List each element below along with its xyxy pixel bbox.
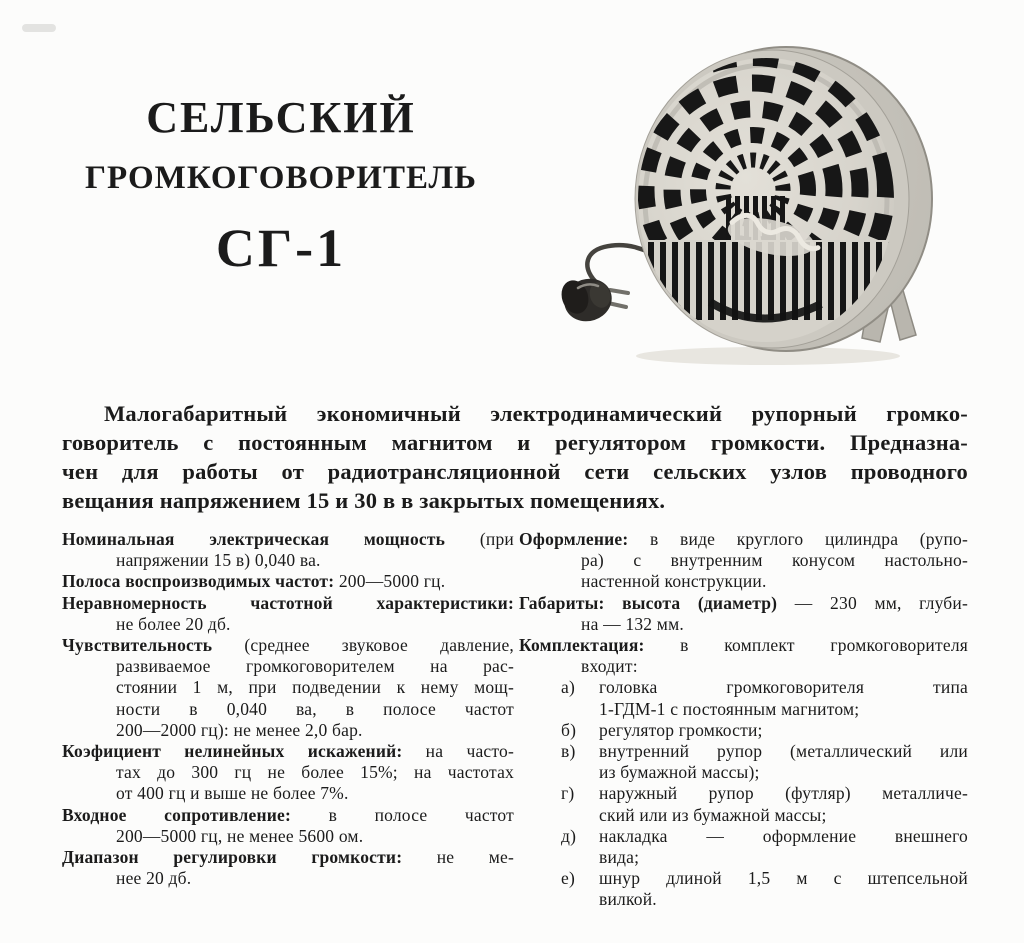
kit-item: [561, 868, 968, 910]
spec-term: Чувствительность: [62, 635, 213, 656]
kit-line: а) головка громкоговорителя типа: [561, 677, 968, 698]
intro-line: Малогабаритный экономичный электродинамический рупорный громко-: [104, 401, 968, 426]
kit-item-marker: е): [561, 868, 575, 889]
kit-line: б) регулятор громкости;: [561, 719, 763, 740]
spec-term: Полоса воспроизводимых частот:: [62, 571, 335, 592]
intro-line: говоритель с постоянным магнитом и регулятором громкости. Предназна-: [62, 430, 968, 455]
kit-line: вилкой.: [599, 889, 657, 910]
kit-line: из бумажной массы);: [599, 762, 760, 783]
kit-line: вида;: [599, 847, 640, 868]
kit-item-marker: а): [561, 677, 575, 698]
spec-line: стоянии 1 м, при подведении к нему мощ-: [116, 677, 514, 698]
specs-column-left: [62, 529, 514, 889]
spec-entry: [62, 805, 514, 847]
spec-line: развиваемое громкоговорителем на рас-: [116, 656, 514, 677]
kit-item-marker: в): [561, 741, 576, 762]
spec-line: настенной конструкции.: [581, 571, 767, 592]
kit-line: 1-ГДМ-1 с постоянным магнитом;: [599, 698, 860, 719]
spec-line: 200—2000 гц): не менее 2,0 бар.: [116, 719, 363, 740]
spec-line: напряжении 15 в) 0,040 ва.: [116, 550, 321, 571]
spec-line-first: Оформление: в виде круглого цилиндра (рупо-: [519, 529, 968, 549]
spec-line-first: Входное сопротивление: в полосе частот: [62, 804, 514, 825]
loudspeaker-photo: [528, 4, 998, 376]
spec-line: нее 20 дб.: [116, 868, 192, 889]
spec-entry: [62, 847, 514, 889]
spec-entry: [62, 529, 514, 571]
spec-entry: [519, 529, 968, 593]
product-title-line2: ГРОМКОГОВОРИТЕЛЬ: [85, 160, 477, 196]
spec-line-first: Диапазон регулировки громкости: не ме-: [62, 847, 514, 868]
spec-entry: [62, 571, 514, 592]
spec-term: Входное сопротивление:: [62, 804, 292, 825]
spec-term: Комплектация:: [519, 635, 645, 656]
spec-term: Габариты: высота (диаметр): [519, 592, 778, 613]
product-model: СГ-1: [215, 218, 347, 278]
spec-entry: [519, 635, 968, 911]
kit-item-marker: д): [561, 825, 577, 846]
spec-term: Номинальная электрическая мощность: [62, 529, 446, 549]
spec-line-first: Габариты: высота (диаметр) — 230 мм, глуби-: [519, 592, 968, 613]
spec-line-first: Комплектация: в комплект громкоговорителя: [519, 635, 968, 656]
spec-line: на — 132 мм.: [581, 613, 684, 634]
kit-item: [561, 677, 968, 719]
kit-line: в) внутренний рупор (металлический или: [561, 741, 968, 762]
kit-item-marker: г): [561, 783, 575, 804]
spec-line-first: Коэфициент нелинейных искажений: на часто-: [62, 741, 514, 762]
spec-line: ности в 0,040 ва, в полосе частот: [116, 698, 514, 719]
kit-item: [561, 720, 968, 741]
spec-term: Диапазон регулировки громкости:: [62, 847, 403, 868]
spec-line: входит:: [581, 656, 638, 677]
product-title-line1: СЕЛЬСКИЙ: [146, 93, 416, 142]
spec-line: от 400 гц и выше не более 7%.: [116, 783, 349, 804]
kit-line: г) наружный рупор (футляр) металличе-: [561, 783, 968, 804]
kit-item-marker: б): [561, 719, 577, 740]
spec-line-first: Номинальная электрическая мощность (при: [62, 529, 514, 549]
spec-term: Неравномерность частотной характеристики:: [62, 592, 514, 613]
spec-line-first: [62, 593, 514, 614]
spec-term: Оформление:: [519, 529, 629, 549]
spec-line: 200—5000 гц, не менее 5600 ом.: [116, 825, 364, 846]
kit-line: е) шнур длиной 1,5 м с штепсельной: [561, 868, 968, 889]
spec-term: Коэфициент нелинейных искажений:: [62, 741, 403, 762]
kit-line: д) накладка — оформление внешнего: [561, 825, 968, 846]
spec-entry: [62, 593, 514, 635]
spec-entry: [62, 635, 514, 741]
kit-line: ский или из бумажной массы;: [599, 804, 827, 825]
spec-entry: [62, 741, 514, 805]
spec-entry: [519, 593, 968, 635]
spec-line: тах до 300 гц не более 15%; на частотах: [116, 762, 514, 783]
kit-list: [561, 677, 968, 910]
scan-smudge: [22, 24, 56, 32]
kit-item: [561, 741, 968, 783]
intro-paragraph: [62, 399, 968, 515]
spec-line-first: Полоса воспроизводимых частот: 200—5000 гц.: [62, 571, 446, 592]
loudspeaker-illustration: [528, 4, 998, 376]
power-plug: [557, 273, 628, 328]
intro-line: чен для работы от радиотрансляционной сети сельских узлов проводного: [62, 459, 968, 484]
spec-line: не более 20 дб.: [116, 613, 231, 634]
kit-item: [561, 783, 968, 825]
specs-column-right: [519, 529, 968, 911]
spec-line-first: Чувствительность (среднее звуковое давление,: [62, 635, 514, 656]
product-title-block: [75, 93, 487, 278]
spec-line: ра) с внутренним конусом настольно-: [581, 550, 968, 571]
kit-item: [561, 826, 968, 868]
intro-line: вещания напряжением 15 и 30 в в закрытых помещениях.: [62, 488, 666, 513]
